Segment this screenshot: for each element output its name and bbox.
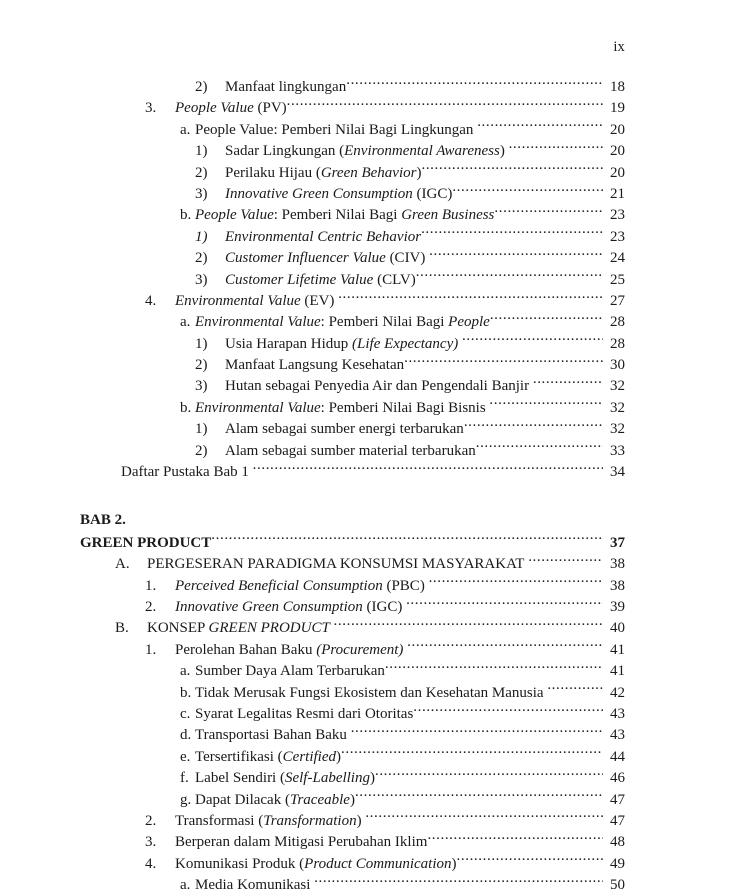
toc-page-number: 19: [610, 100, 625, 117]
toc-entry-label: [175, 291, 338, 312]
toc-entry-label: [175, 98, 287, 119]
toc-page-number: 30: [610, 357, 625, 374]
toc-entry-label-run: BAB 2.: [80, 512, 126, 529]
toc-entry-label-run: ): [369, 770, 375, 787]
toc-dot-leader: [457, 853, 603, 868]
toc-entry[interactable]: [0, 290, 732, 311]
toc-entry[interactable]: [0, 226, 732, 247]
toc-dot-leader: [494, 204, 603, 219]
toc-entry[interactable]: [0, 639, 732, 660]
toc-entry[interactable]: [0, 397, 732, 418]
toc-entry-label-run: Traceable: [289, 791, 350, 808]
toc-entry-label-run: (CIV): [385, 250, 426, 267]
toc-entry-label-run: Certified: [282, 748, 336, 765]
toc-entry-marker: b.: [180, 684, 192, 701]
toc-entry[interactable]: [0, 269, 732, 290]
toc-entry-marker: g.: [180, 791, 192, 808]
toc-entry[interactable]: [0, 510, 732, 531]
toc-page-number: 39: [610, 598, 625, 615]
toc-dot-leader: [385, 660, 603, 675]
page-folio: ix: [613, 39, 625, 55]
toc-entry-label-run: PERGESERAN PARADIGMA KONSUMSI MASYARAKAT: [147, 556, 525, 573]
toc-entry-label-run: (CLV): [373, 271, 416, 288]
toc-entry-label: [225, 334, 462, 355]
toc-entry-marker: 2): [195, 442, 208, 459]
toc-entry-label: [195, 312, 490, 333]
toc-dot-leader: [464, 418, 603, 433]
toc-dot-leader: [547, 682, 603, 697]
toc-entry-label-run: : Pemberi Nilai Bagi: [320, 314, 449, 331]
toc-entry-label: [147, 554, 528, 575]
toc-entry-label-run: Environmental Value: [175, 292, 301, 309]
toc-entry[interactable]: [0, 140, 732, 161]
toc-entry-label-run: People: [448, 314, 490, 331]
toc-entry-label-run: (Procurement): [316, 641, 404, 658]
toc-entry-label-run: Environmental Value: [195, 314, 321, 331]
toc-entry-marker: c.: [180, 705, 191, 722]
toc-entry[interactable]: [0, 204, 732, 225]
toc-dot-leader: [355, 789, 603, 804]
toc-entry-label: [195, 747, 341, 768]
toc-page-number: 20: [610, 121, 625, 138]
toc-entry-label-run: (EV): [300, 292, 335, 309]
toc-entry-label-run: Environmental Awareness: [344, 143, 500, 160]
toc-entry-marker: 1): [195, 335, 208, 352]
toc-entry[interactable]: [0, 162, 732, 183]
toc-entry-label-run: Komunikasi Produk (: [175, 855, 305, 872]
toc-entry-label-run: Manfaat lingkungan: [225, 79, 347, 95]
toc-entry-marker: 2.: [145, 598, 157, 615]
toc-entry-label: [175, 576, 429, 597]
toc-entry[interactable]: [0, 617, 732, 638]
toc-dot-leader: [346, 76, 603, 91]
toc-dot-leader: [416, 269, 603, 284]
toc-entry-marker: 1.: [145, 641, 157, 658]
toc-entry-label-run: ): [336, 748, 341, 765]
toc-page-number: 46: [610, 770, 625, 787]
toc-entry[interactable]: [0, 660, 732, 681]
toc-entry-label-run: Green Business: [401, 207, 495, 224]
toc-dot-leader: [476, 440, 603, 455]
toc-entry-label-run: Alam sebagai sumber material terbarukan: [225, 442, 476, 459]
toc-dot-leader: [287, 97, 603, 112]
toc-dot-leader: [351, 724, 603, 739]
toc-entry-label-run: Environmental Value: [195, 399, 321, 416]
toc-page-number: 32: [610, 378, 625, 395]
toc-dot-leader: [477, 119, 603, 134]
toc-entry-label-run: Manfaat Langsung Kesehatan: [225, 357, 405, 374]
toc-dot-leader: [406, 596, 603, 611]
toc-page-number: 32: [610, 399, 625, 416]
toc-dot-leader: [365, 810, 603, 825]
toc-entry-marker: 1): [195, 421, 208, 438]
toc-entry-label: [195, 768, 375, 789]
toc-page-number: 27: [610, 292, 625, 309]
toc-page-number: 18: [610, 79, 625, 95]
toc-entry-label-run: Perceived Beneficial Consumption: [175, 577, 383, 594]
toc-dot-leader: [490, 311, 603, 326]
toc-entry-marker: B.: [115, 620, 129, 637]
toc-entry-label: [225, 248, 429, 269]
toc-dot-leader: [404, 354, 603, 369]
toc-entry-label-run: : Pemberi Nilai Bagi Bisnis: [320, 399, 486, 416]
toc-entry-label-run: (IGC): [412, 185, 453, 202]
toc-entry[interactable]: [0, 810, 732, 831]
toc-entry-label-run: Customer Influencer Value: [225, 250, 386, 267]
toc-entry-label-run: Tidak Merusak Fungsi Ekosistem dan Kesehatan Manusia: [195, 684, 544, 701]
toc-entry-label-run: GREEN PRODUCT: [80, 534, 212, 551]
toc-entry-label: [147, 618, 334, 639]
toc-entry-marker: a.: [180, 121, 191, 138]
toc-page-number: 43: [610, 705, 625, 722]
toc-dot-leader: [314, 874, 603, 889]
toc-entry-marker: a.: [180, 663, 191, 680]
toc-entry-label-run: ): [499, 143, 505, 160]
toc-entry-label-run: Innovative Green Consumption: [175, 598, 363, 615]
toc-dot-leader: [407, 639, 603, 654]
toc-entry[interactable]: [0, 119, 732, 140]
toc-entry-label: [195, 683, 547, 704]
toc-entry-marker: 2): [195, 250, 208, 267]
toc-page-number: 33: [610, 442, 625, 459]
toc-entry-marker: 1): [195, 228, 208, 245]
toc-entry-label-run: Daftar Pustaka Bab 1: [121, 464, 249, 481]
toc-entry-marker: 4.: [145, 292, 157, 309]
toc-entry[interactable]: [0, 418, 732, 439]
toc-dot-leader: [421, 162, 603, 177]
toc-entry-label-run: (PV): [253, 100, 287, 117]
toc-entry[interactable]: [0, 874, 732, 895]
toc-entry[interactable]: [0, 746, 732, 767]
toc-dot-leader: [509, 140, 603, 155]
toc-entry-label-run: ): [416, 164, 422, 181]
toc-entry-label-run: (IGC): [362, 598, 403, 615]
toc-entry-label-run: Syarat Legalitas Resmi dari Otoritas: [195, 705, 414, 722]
toc-entry-marker: 3.: [145, 834, 157, 851]
toc-dot-leader: [528, 553, 603, 568]
toc-dot-leader: [462, 333, 603, 348]
toc-entry-label-run: Label Sendiri (: [195, 770, 285, 787]
toc-entry[interactable]: [0, 461, 732, 482]
toc-entry-marker: 2.: [145, 812, 157, 829]
toc-page-number: 28: [610, 314, 625, 331]
toc-entry-label: [121, 462, 253, 483]
toc-entry[interactable]: [0, 682, 732, 703]
toc-dot-leader: [533, 375, 603, 390]
toc-entry-marker: b.: [180, 399, 192, 416]
toc-dot-leader: [341, 746, 603, 761]
toc-entry-label: [195, 661, 385, 682]
toc-entry-label: [225, 163, 421, 184]
toc-entry[interactable]: [0, 97, 732, 118]
toc-entry-label-run: Perolehan Bahan Baku: [175, 641, 317, 658]
toc-entry-label: [175, 640, 407, 661]
toc-page-number: 41: [610, 663, 625, 680]
toc-dot-leader: [429, 575, 603, 590]
toc-entry[interactable]: [0, 183, 732, 204]
toc-entry-label-run: Tersertifikasi (: [195, 748, 283, 765]
toc-entry-label-run: Customer Lifetime Value: [225, 271, 374, 288]
toc-entry-label: [195, 205, 494, 226]
toc-entry[interactable]: [0, 375, 732, 396]
toc-entry-label-run: People Value: [195, 207, 274, 224]
toc-entry-label-run: Usia Harapan Hidup: [225, 335, 353, 352]
toc-entry-label-run: ): [356, 812, 362, 829]
toc-entry-marker: A.: [115, 556, 130, 573]
toc-page-number: 28: [610, 335, 625, 352]
toc-page-number: 44: [610, 748, 625, 765]
toc-entry-marker: 2): [195, 357, 208, 374]
toc-entry-label-run: Environmental Centric Behavior: [225, 228, 422, 245]
toc-dot-leader: [427, 831, 603, 846]
toc-entry[interactable]: [0, 767, 732, 788]
toc-entry-label-run: Alam sebagai sumber energi terbarukan: [225, 421, 464, 438]
toc-dot-leader: [375, 767, 603, 782]
toc-entry-label-run: ): [451, 855, 457, 872]
toc-entry-marker: d.: [180, 727, 192, 744]
toc-entry-label-run: Innovative Green Consumption: [225, 185, 413, 202]
toc-entry-marker: f.: [180, 770, 189, 787]
toc-page-number: 41: [610, 641, 625, 658]
toc-entry-label-run: (PBC): [382, 577, 425, 594]
toc-entry-label-run: : Pemberi Nilai Bagi: [273, 207, 402, 224]
toc-entry-label: [195, 725, 351, 746]
toc-entry-marker: 3): [195, 378, 208, 395]
toc-dot-leader: [253, 461, 603, 476]
toc-entry-label: [195, 120, 477, 141]
toc-page-number: 23: [610, 207, 625, 224]
table-of-contents-list: [0, 76, 732, 895]
toc-entry-label: [195, 790, 355, 811]
toc-entry-label: [175, 832, 427, 853]
toc-entry[interactable]: [0, 831, 732, 852]
toc-page-number: 20: [610, 143, 625, 160]
toc-dot-leader: [413, 703, 603, 718]
toc-entry-label: [225, 441, 476, 462]
toc-entry-label-run: Hutan sebagai Penyedia Air dan Pengendali Banjir: [225, 378, 530, 395]
toc-entry-marker: 1): [195, 143, 208, 160]
toc-entry-label-run: (Life Expectancy): [352, 335, 459, 352]
toc-entry-marker: b.: [180, 207, 192, 224]
toc-page-number: 47: [610, 812, 625, 829]
toc-entry-marker: 4.: [145, 855, 157, 872]
toc-page-number: 49: [610, 855, 625, 872]
toc-page-number: 37: [610, 534, 625, 551]
toc-dot-leader: [338, 290, 603, 305]
toc-entry[interactable]: [0, 724, 732, 745]
toc-entry-label: [225, 419, 464, 440]
toc-dot-leader: [421, 226, 603, 241]
toc-entry-label: [195, 704, 413, 725]
toc-entry-label: [225, 77, 346, 98]
toc-entry-label-run: Transportasi Bahan Baku: [195, 727, 347, 744]
toc-entry-label-run: Sadar Lingkungan (: [225, 143, 345, 160]
toc-page-number: 40: [610, 620, 625, 637]
toc-entry[interactable]: [0, 703, 732, 724]
toc-entry-label: [195, 398, 489, 419]
toc-entry-label-run: Product Communication: [304, 855, 452, 872]
toc-page-number: 23: [610, 228, 625, 245]
toc-page-number: 43: [610, 727, 625, 744]
toc-entry-label: [175, 811, 365, 832]
toc-entry-label-run: People Value: Pemberi Nilai Bagi Lingkungan: [195, 121, 474, 138]
toc-dot-leader: [489, 397, 603, 412]
toc-entry-marker: 2): [195, 79, 208, 95]
toc-dot-leader: [429, 247, 603, 262]
toc-entry[interactable]: [0, 247, 732, 268]
toc-entry-label-run: Media Komunikasi: [195, 877, 311, 894]
toc-page-number: 21: [610, 185, 625, 202]
toc-entry-marker: 3): [195, 185, 208, 202]
toc-entry-label: [80, 533, 211, 554]
toc-entry-label-run: Sumber Daya Alam Terbarukan: [195, 663, 385, 680]
toc-entry-marker: 1.: [145, 577, 157, 594]
toc-entry-marker: a.: [180, 877, 191, 894]
toc-page-number: 32: [610, 421, 625, 438]
toc-entry[interactable]: [0, 532, 732, 553]
toc-entry-label-run: ): [349, 791, 355, 808]
toc-page-number: 50: [610, 877, 625, 894]
toc-entry[interactable]: [0, 596, 732, 617]
toc-page-number: 38: [610, 577, 625, 594]
toc-entry-label: [225, 270, 416, 291]
toc-dot-leader: [452, 183, 603, 198]
toc-page-number: 47: [610, 791, 625, 808]
toc-page-number: 20: [610, 164, 625, 181]
toc-entry-label: [80, 510, 126, 531]
toc-entry[interactable]: [0, 789, 732, 810]
toc-dot-leader: [211, 532, 603, 547]
toc-entry[interactable]: [0, 853, 732, 874]
toc-entry-label-run: Green Behavior: [320, 164, 417, 181]
toc-entry-marker: 3): [195, 271, 208, 288]
toc-entry[interactable]: [0, 333, 732, 354]
toc-page-number: 24: [610, 250, 625, 267]
toc-entry-marker: 3.: [145, 100, 157, 117]
toc-entry[interactable]: [0, 354, 732, 375]
toc-entry-label: [225, 184, 452, 205]
toc-entry-label: [225, 355, 404, 376]
toc-entry-label-run: Dapat Dilacak (: [195, 791, 290, 808]
toc-entry[interactable]: [0, 76, 732, 97]
toc-entry[interactable]: [0, 440, 732, 461]
toc-spacer: [0, 482, 732, 510]
toc-entry-label-run: Berperan dalam Mitigasi Perubahan Iklim: [175, 834, 428, 851]
toc-entry-label-run: Perilaku Hijau (: [225, 164, 321, 181]
toc-entry-label: [225, 376, 533, 397]
toc-entry-label: [175, 854, 457, 875]
toc-entry-label-run: GREEN PRODUCT: [208, 620, 330, 637]
toc-page-number: 34: [610, 464, 625, 481]
toc-entry-marker: a.: [180, 314, 191, 331]
toc-entry-label: [175, 597, 406, 618]
toc-entry[interactable]: [0, 553, 732, 574]
toc-page-number: 25: [610, 271, 625, 288]
toc-page-number: 42: [610, 684, 625, 701]
toc-page-number: 48: [610, 834, 625, 851]
toc-page-number: 38: [610, 556, 625, 573]
toc-entry-marker: 2): [195, 164, 208, 181]
toc-entry-label: [225, 141, 509, 162]
toc-entry-label-run: KONSEP: [147, 620, 209, 637]
toc-dot-leader: [334, 617, 603, 632]
toc-entry-label-run: Transformasi (: [175, 812, 264, 829]
toc-entry[interactable]: [0, 575, 732, 596]
toc-entry-label-run: Transformation: [263, 812, 357, 829]
toc-entry-marker: e.: [180, 748, 191, 765]
toc-entry[interactable]: [0, 311, 732, 332]
toc-entry-label-run: Self-Labelling: [284, 770, 370, 787]
toc-entry-label-run: People Value: [175, 100, 254, 117]
toc-entry-label: [225, 227, 421, 248]
